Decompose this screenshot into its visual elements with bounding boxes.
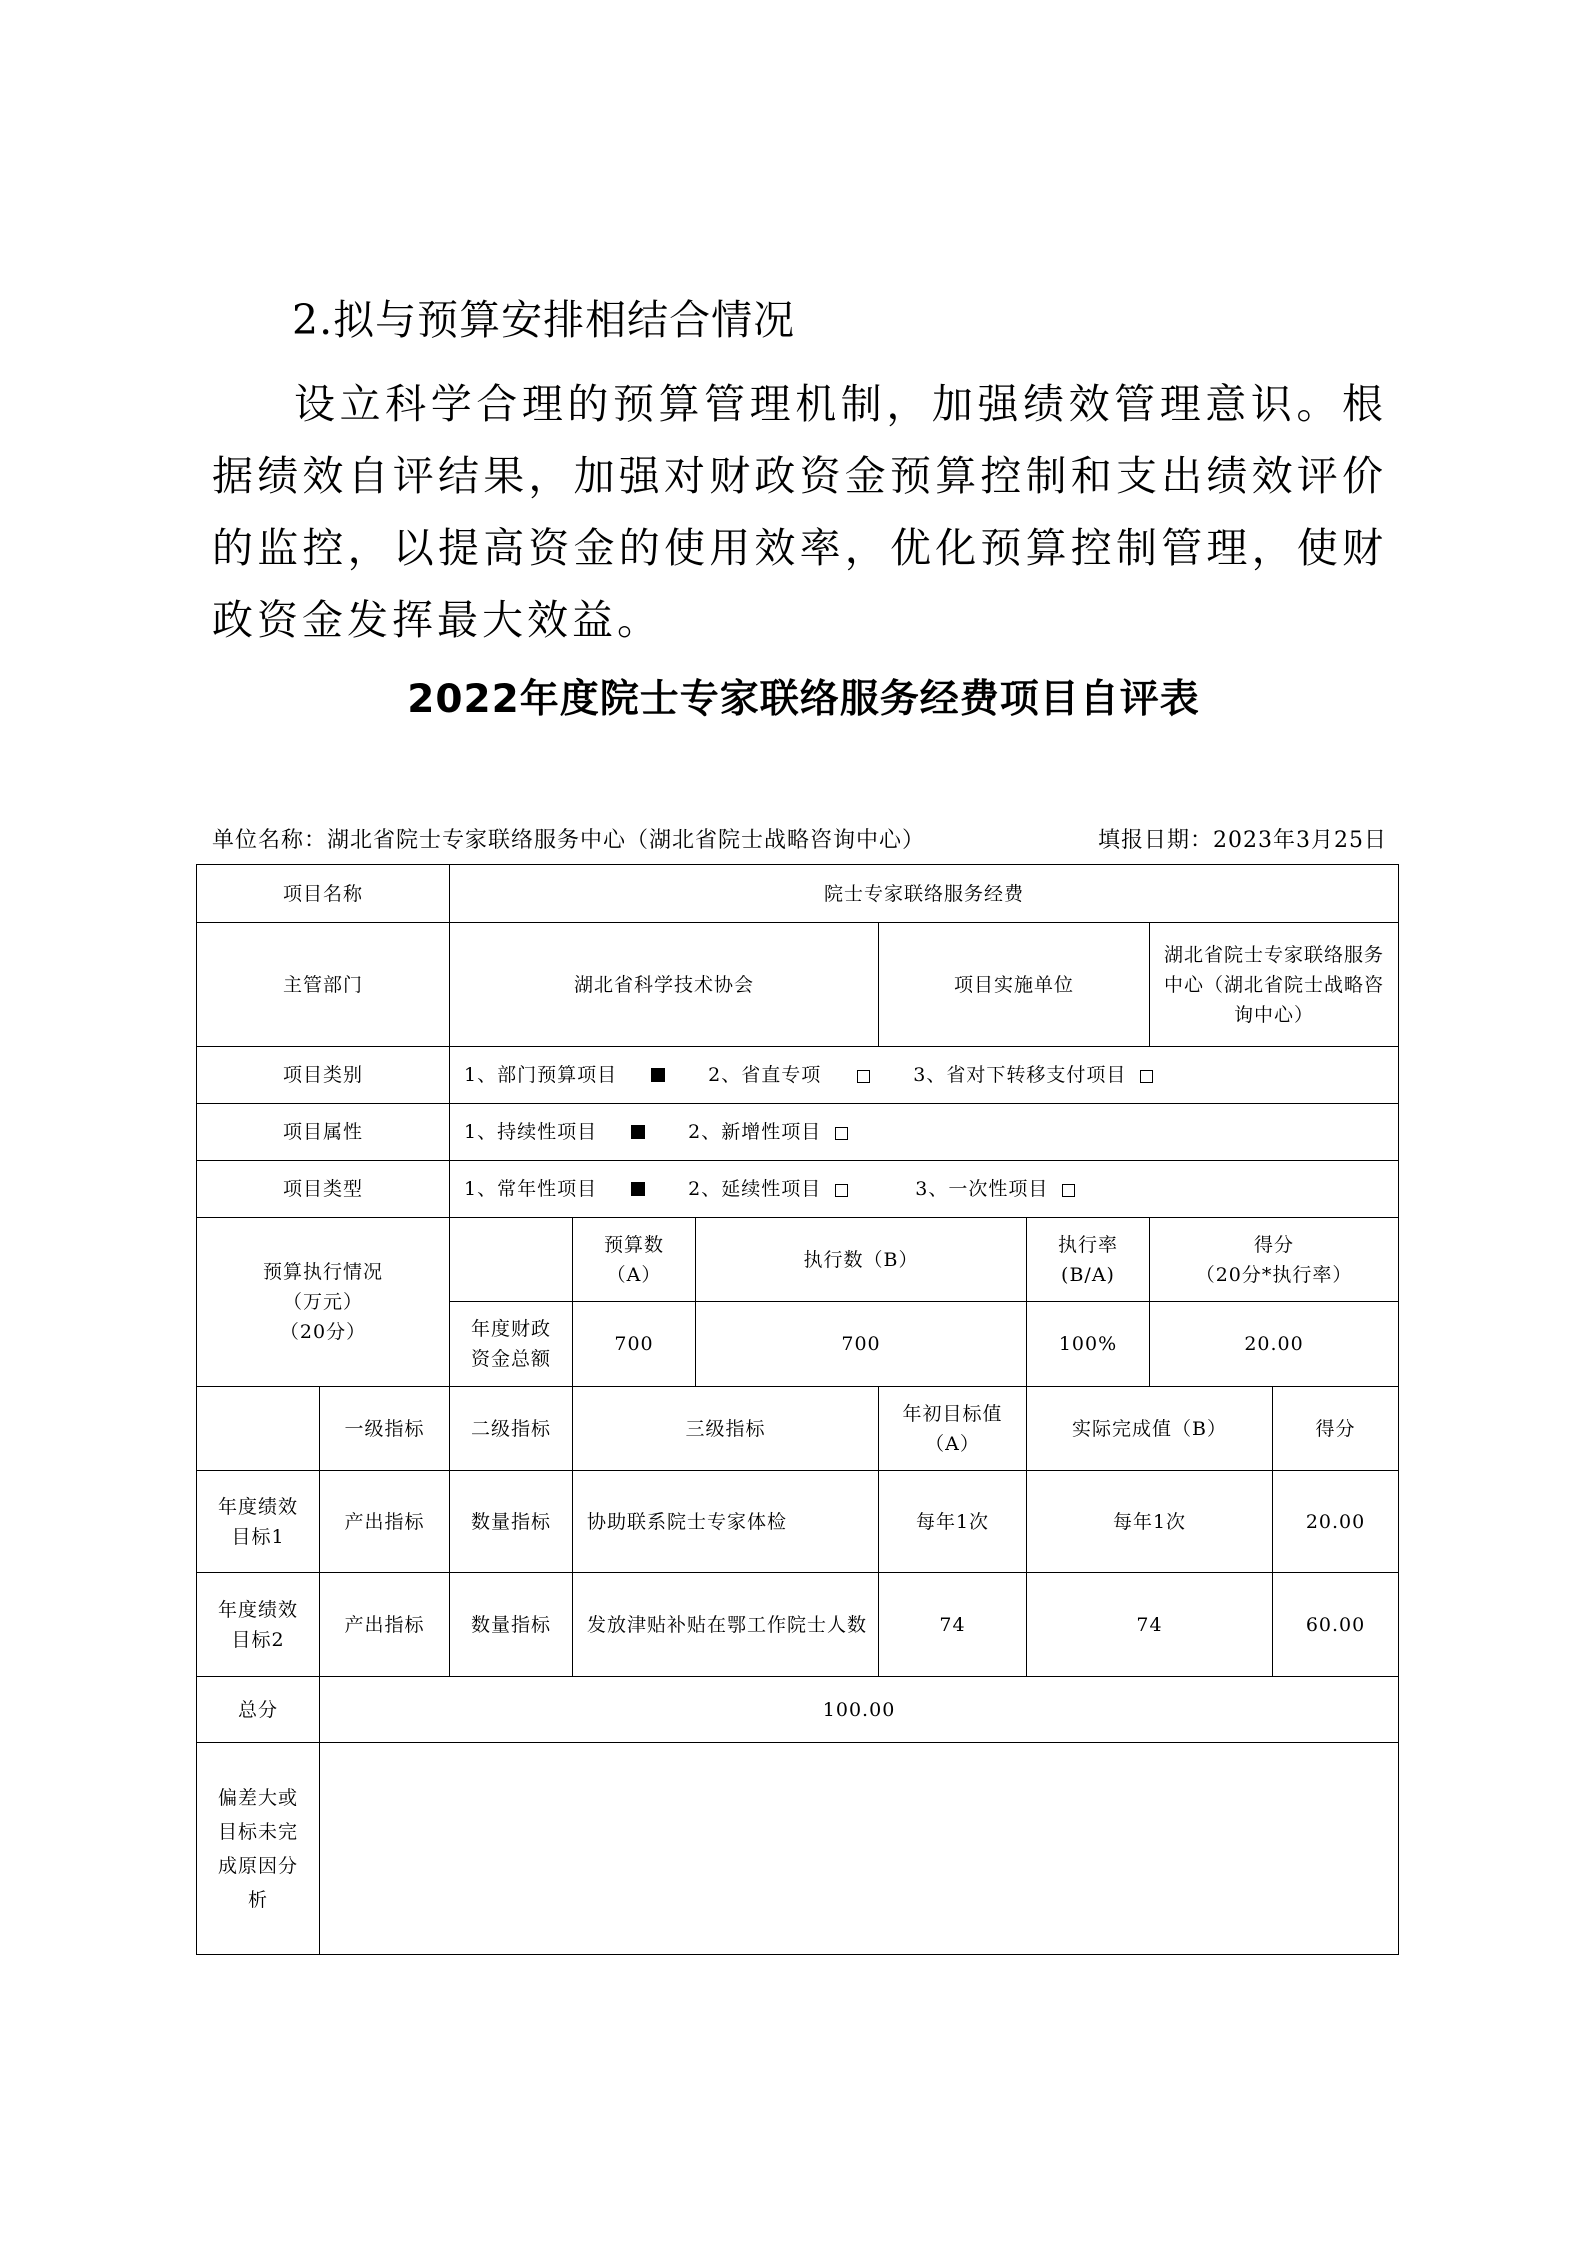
h-actual: 实际完成值（B） bbox=[1027, 1387, 1273, 1471]
rate-value: 100% bbox=[1027, 1302, 1150, 1387]
goal-score: 60.00 bbox=[1273, 1573, 1399, 1677]
type-option-2: 2、延续性项目 bbox=[688, 1178, 822, 1200]
col-exec: 执行数（B） bbox=[696, 1218, 1027, 1302]
h-level3: 三级指标 bbox=[573, 1387, 879, 1471]
type-options bbox=[450, 1161, 1399, 1218]
checked-checkbox-icon bbox=[651, 1068, 665, 1082]
evaluation-table bbox=[196, 864, 1399, 1955]
section-paragraph: 设立科学合理的预算管理机制，加强绩效管理意识。根据绩效自评结果，加强对财政资金预算控制和支出绩效评价的监控，以提高资金的使用效率，优化预算控制管理，使财政资金发挥最大效益。 bbox=[212, 380, 1387, 644]
section-heading: 2.拟与预算安排相结合情况 bbox=[292, 296, 796, 344]
goal-label: 年度绩效 目标1 bbox=[197, 1471, 320, 1573]
h-score: 得分 bbox=[1273, 1387, 1399, 1471]
table-row bbox=[197, 1471, 1399, 1573]
goal-target: 每年1次 bbox=[879, 1471, 1027, 1573]
col-score: 得分 （20分*执行率） bbox=[1150, 1218, 1399, 1302]
row-deviation bbox=[197, 1743, 1399, 1955]
row-total bbox=[197, 1677, 1399, 1743]
goal-score: 20.00 bbox=[1273, 1471, 1399, 1573]
goal-level2: 数量指标 bbox=[450, 1573, 573, 1677]
deviation-value bbox=[320, 1743, 1399, 1955]
unchecked-checkbox-icon bbox=[1140, 1070, 1153, 1083]
row-department bbox=[197, 923, 1399, 1047]
goal-level2: 数量指标 bbox=[450, 1471, 573, 1573]
table-row bbox=[197, 1573, 1399, 1677]
goal-actual: 74 bbox=[1027, 1573, 1273, 1677]
goal-level1: 产出指标 bbox=[320, 1573, 450, 1677]
checked-checkbox-icon bbox=[631, 1182, 645, 1196]
type-option-1: 1、常年性项目 bbox=[464, 1178, 598, 1200]
unchecked-checkbox-icon bbox=[857, 1070, 870, 1083]
type-option-3: 3、一次性项目 bbox=[915, 1178, 1049, 1200]
goal-actual: 每年1次 bbox=[1027, 1471, 1273, 1573]
h-level2: 二级指标 bbox=[450, 1387, 573, 1471]
budget-value: 700 bbox=[573, 1302, 696, 1387]
row-category bbox=[197, 1047, 1399, 1104]
unit-name: 单位名称：湖北省院士专家联络服务中心（湖北省院士战略咨询中心） bbox=[212, 828, 926, 853]
form-header bbox=[212, 826, 1387, 856]
budget-score: 20.00 bbox=[1150, 1302, 1399, 1387]
category-label: 项目类别 bbox=[197, 1047, 450, 1104]
impl-label: 项目实施单位 bbox=[879, 923, 1150, 1047]
goal-level1: 产出指标 bbox=[320, 1471, 450, 1573]
fill-date: 填报日期：2023年3月25日 bbox=[1098, 828, 1387, 853]
row-budget-header bbox=[197, 1218, 1399, 1302]
h-target: 年初目标值 （A） bbox=[879, 1387, 1027, 1471]
attribute-label: 项目属性 bbox=[197, 1104, 450, 1161]
goal-level3: 协助联系院士专家体检 bbox=[573, 1471, 879, 1573]
goal-level3: 发放津贴补贴在鄂工作院士人数 bbox=[573, 1573, 879, 1677]
project-name-label: 项目名称 bbox=[197, 865, 450, 923]
row-indicator-header bbox=[197, 1387, 1399, 1471]
col-budget: 预算数 （A） bbox=[573, 1218, 696, 1302]
goal-target: 74 bbox=[879, 1573, 1027, 1677]
fund-label: 年度财政 资金总额 bbox=[450, 1302, 573, 1387]
exec-value: 700 bbox=[696, 1302, 1027, 1387]
total-label: 总分 bbox=[197, 1677, 320, 1743]
row-type bbox=[197, 1161, 1399, 1218]
impl-value: 湖北省院士专家联络服务中心（湖北省院士战略咨询中心） bbox=[1150, 923, 1399, 1047]
attribute-option-2: 2、新增性项目 bbox=[688, 1121, 822, 1143]
goal-label: 年度绩效 目标2 bbox=[197, 1573, 320, 1677]
dept-value: 湖北省科学技术协会 bbox=[450, 923, 879, 1047]
total-value: 100.00 bbox=[320, 1677, 1399, 1743]
h-level1: 一级指标 bbox=[320, 1387, 450, 1471]
category-option-2: 2、省直专项 bbox=[708, 1064, 822, 1086]
category-option-1: 1、部门预算项目 bbox=[464, 1064, 618, 1086]
deviation-label: 偏差大或 目标未完 成原因分 析 bbox=[197, 1743, 320, 1955]
category-options bbox=[450, 1047, 1399, 1104]
type-label: 项目类型 bbox=[197, 1161, 450, 1218]
project-name-value: 院士专家联络服务经费 bbox=[450, 865, 1399, 923]
category-option-3: 3、省对下转移支付项目 bbox=[913, 1064, 1127, 1086]
col-rate: 执行率(B/A) bbox=[1027, 1218, 1150, 1302]
document-title: 2022年度院士专家联络服务经费项目自评表 bbox=[407, 677, 1200, 722]
budget-empty-cell bbox=[450, 1218, 573, 1302]
unchecked-checkbox-icon bbox=[835, 1184, 848, 1197]
indicator-empty-cell bbox=[197, 1387, 320, 1471]
attribute-option-1: 1、持续性项目 bbox=[464, 1121, 598, 1143]
unchecked-checkbox-icon bbox=[1062, 1184, 1075, 1197]
checked-checkbox-icon bbox=[631, 1125, 645, 1139]
dept-label: 主管部门 bbox=[197, 923, 450, 1047]
attribute-options bbox=[450, 1104, 1399, 1161]
unchecked-checkbox-icon bbox=[835, 1127, 848, 1140]
row-attribute bbox=[197, 1104, 1399, 1161]
budget-label: 预算执行情况 （万元） （20分） bbox=[197, 1218, 450, 1387]
row-project-name bbox=[197, 865, 1399, 923]
